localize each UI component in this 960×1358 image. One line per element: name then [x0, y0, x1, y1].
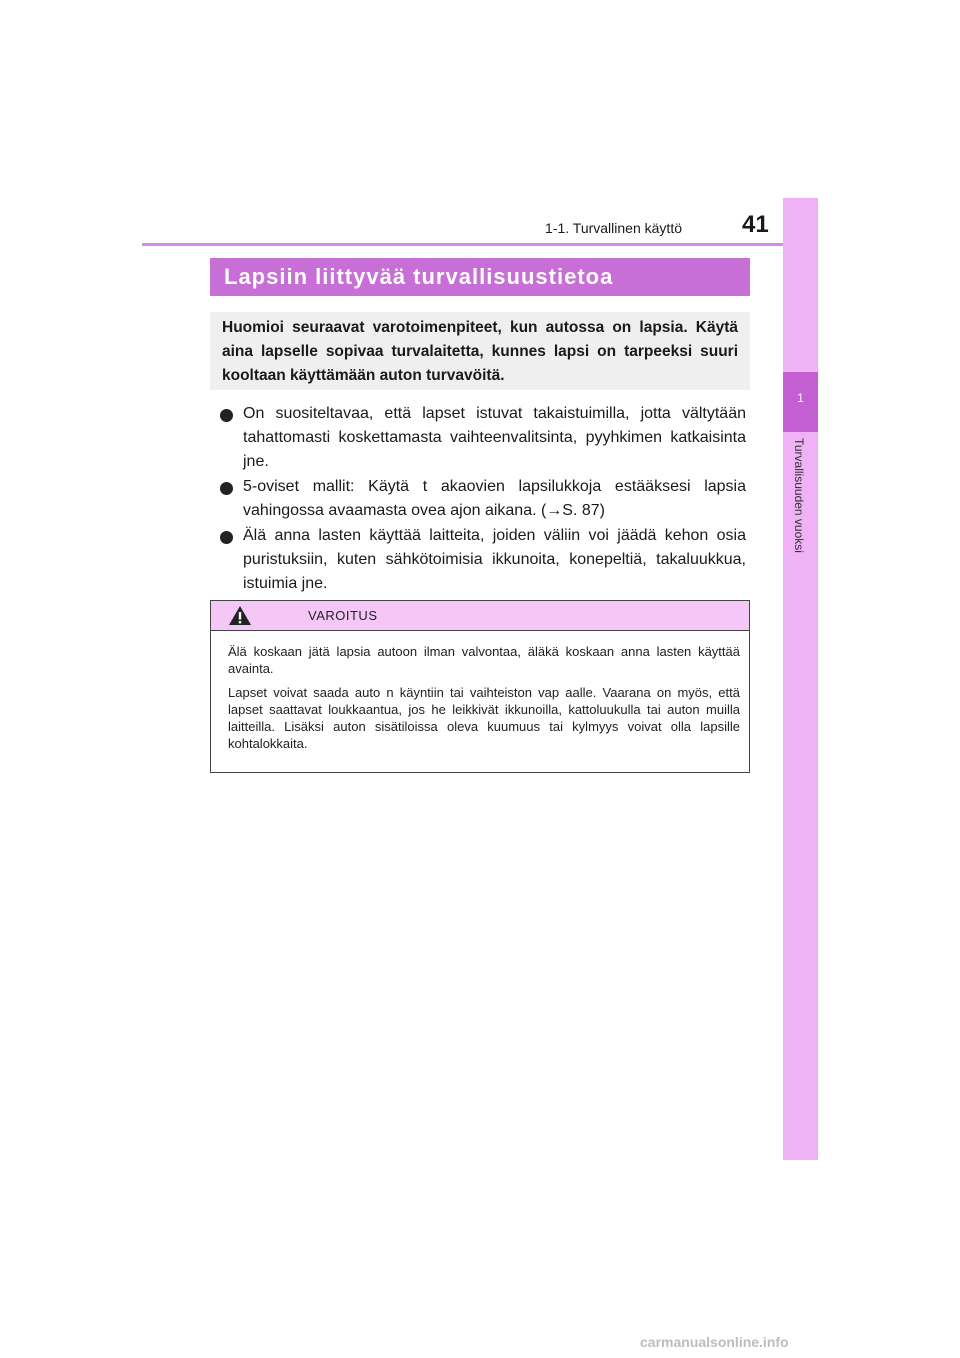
bullet-text: Älä anna lasten käyttää laitteita, joiden väliin voi jäädä kehon osia puristuksiin, kuten sähkötoimisia ikkunoita, konepeltiä, takaluukkua, istuimia jne. [243, 527, 746, 592]
bullet-text: 5-oviset mallit: Käytä t akaovien lapsilukkoja estääksesi lapsia vahingossa avaamasta ovea ajon aikana. (→S. 87) [243, 478, 746, 519]
warning-header [211, 601, 749, 631]
page-number: 41 [742, 211, 769, 238]
intro-text: Huomioi seuraavat varotoimenpiteet, kun autossa on lapsia. Käytä aina lapselle sopivaa turvalaitetta, kunnes lapsi on tarpeeksi suuri kooltaan käyttämään auton turvavöitä. [222, 319, 738, 384]
list-item [220, 402, 746, 474]
bullet-list [220, 402, 746, 597]
section-path: 1-1. Turvallinen käyttö [545, 220, 682, 236]
bullet-icon [220, 482, 233, 495]
warning-label: VAROITUS [308, 608, 378, 623]
watermark: carmanualsonline.info [640, 1334, 789, 1350]
bullet-icon [220, 531, 233, 544]
warning-paragraph: Lapset voivat saada auto n käyntiin tai vaihteiston vap aalle. Vaarana on myös, että lapset saattavat loukkaantua, jos he leikkivät ikkunoilla, kattoluukulla tai auton muilla laitteilla. Lisäksi auton sisätiloissa oleva kuumuus tai kylmyys voivat olla lapsille kohtalokkaita. [228, 685, 740, 751]
list-item [220, 524, 746, 596]
chapter-number: 1 [797, 391, 804, 405]
chapter-title: Turvallisuuden vuoksi [792, 438, 806, 553]
bullet-text: On suositeltavaa, että lapset istuvat takaistuimilla, jotta vältytään tahattomasti koskettamasta vaihteenvalitsinta, pyyhkimen katkaisinta jne. [243, 405, 746, 470]
warning-box [210, 600, 750, 773]
warning-paragraph: Älä koskaan jätä lapsia autoon ilman valvontaa, äläkä koskaan anna lasten käyttää avainta. [228, 644, 740, 676]
bullet-icon [220, 409, 233, 422]
intro-box [210, 312, 750, 390]
warning-triangle-icon [228, 605, 252, 626]
section-title-bar [210, 258, 750, 296]
section-title: Lapsiin liittyvää turvallisuustietoa [224, 264, 614, 289]
side-tab [783, 198, 818, 1160]
header-rule [142, 243, 818, 246]
list-item [220, 475, 746, 523]
warning-body [228, 643, 740, 759]
